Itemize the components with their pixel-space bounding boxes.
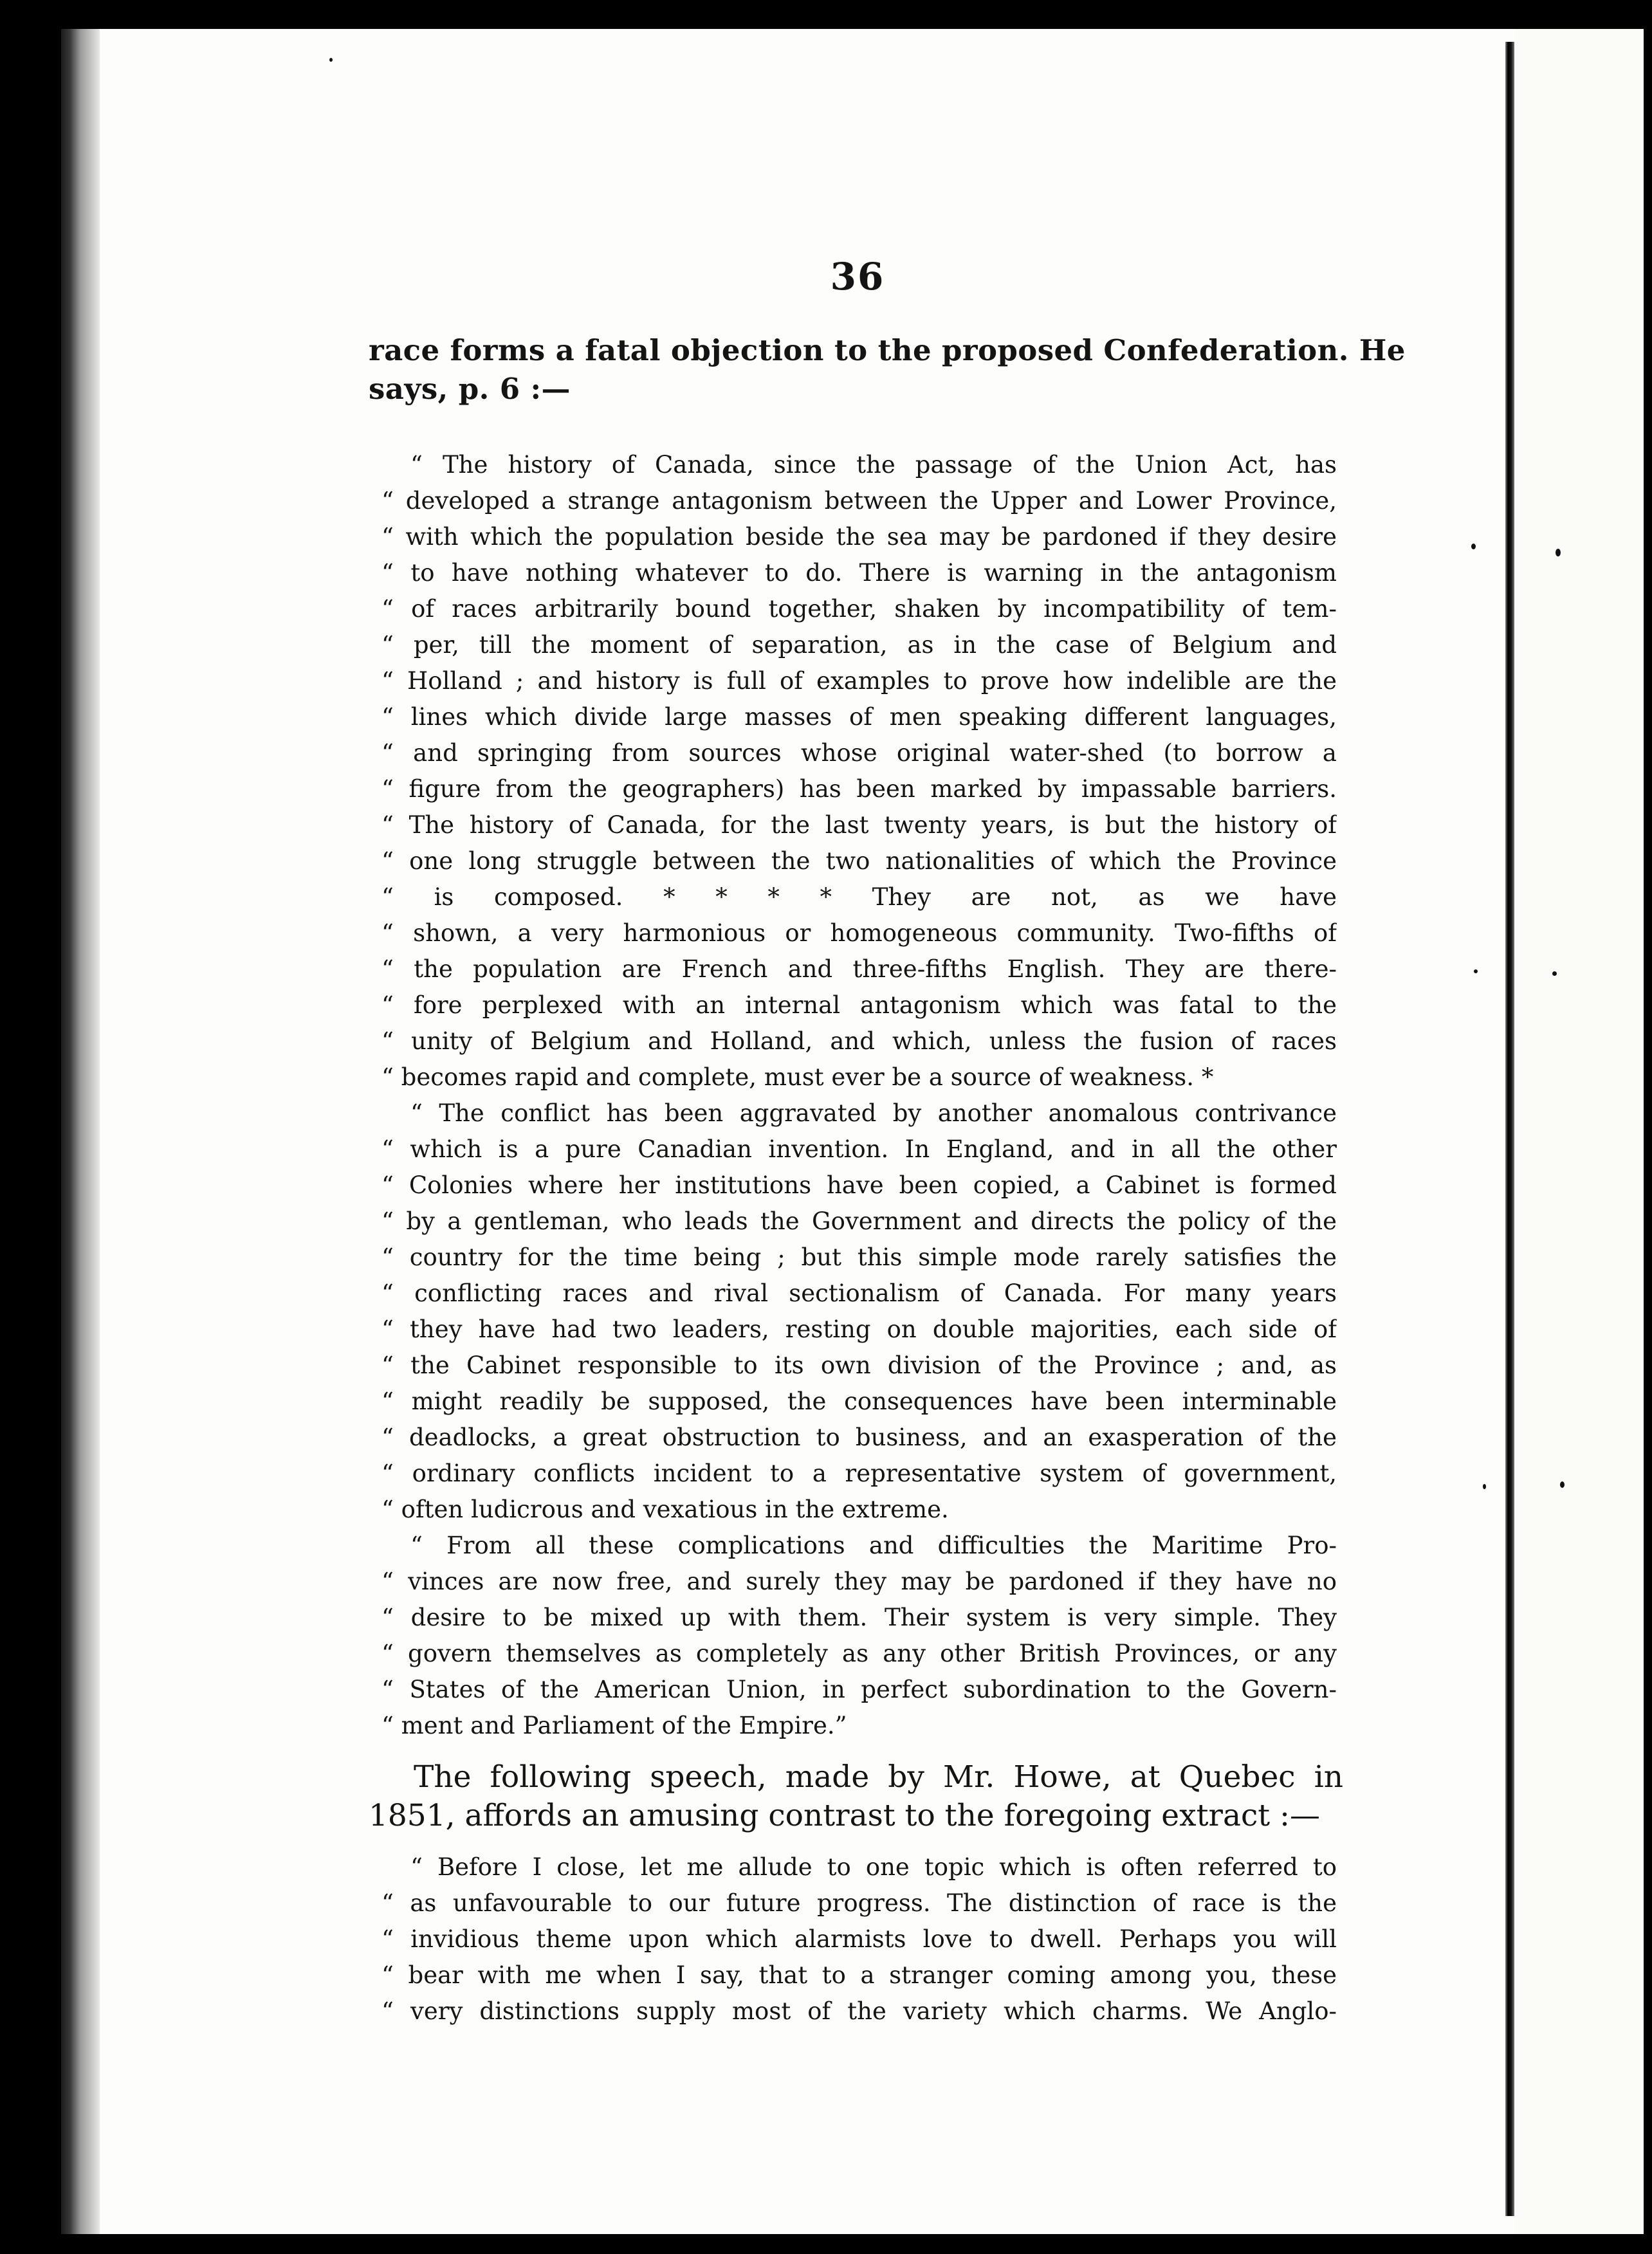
quote-line: “ ment and Parliament of the Empire.” (381, 1712, 847, 1739)
quote-line: “ deadlocks, a great obstruction to business, and an exasperation of the (381, 1424, 1337, 1451)
book-page (61, 29, 1644, 2234)
quote-line: “ might readily be supposed, the consequences have been interminable (381, 1388, 1337, 1415)
quote-line: “ per, till the moment of separation, as in the case of Belgium and (381, 631, 1337, 659)
quote-line: “ of races arbitrarily bound together, shaken by incompatibility of tem- (381, 595, 1337, 623)
quote-line: “ ordinary conflicts incident to a representative system of government, (381, 1460, 1337, 1487)
page-fold-line (1505, 42, 1514, 2216)
quote-line: “ by a gentleman, who leads the Government and directs the policy of the (381, 1207, 1337, 1235)
margin-speck (1474, 969, 1478, 973)
quote-line: “ with which the population beside the sea may be pardoned if they desire (381, 523, 1337, 551)
margin-speck (1483, 1484, 1486, 1489)
quote-line: “ desire to be mixed up with them. Their system is very simple. They (381, 1604, 1337, 1631)
quote-line: “ invidious theme upon which alarmists love to dwell. Perhaps you will (381, 1925, 1337, 1953)
lead-in-line-2: says, p. 6 :— (369, 372, 571, 406)
quote-line: “ and springing from sources whose original water-shed (to borrow a (381, 739, 1337, 767)
page-number: 36 (830, 255, 885, 298)
margin-speck (329, 58, 333, 62)
lead-in-line-1: race forms a fatal objection to the proposed Confederation. He (369, 333, 1406, 367)
quote-line: “ unity of Belgium and Holland, and which, unless the fusion of races (381, 1027, 1337, 1055)
quote-line: “ they have had two leaders, resting on double majorities, each side of (381, 1315, 1337, 1343)
quote-line: “ figure from the geographers) has been marked by impassable barriers. (381, 775, 1337, 803)
quote-line: “ as unfavourable to our future progress. The distinction of race is the (381, 1889, 1337, 1917)
quote-line: “ the Cabinet responsible to its own division of the Province ; and, as (381, 1351, 1337, 1379)
quote-line: “ to have nothing whatever to do. There is warning in the antagonism (381, 559, 1337, 587)
quote-line: “ Holland ; and history is full of examples to prove how indelible are the (381, 667, 1337, 695)
quote-line: “ often ludicrous and vexatious in the extreme. (381, 1496, 949, 1523)
margin-speck (1471, 544, 1476, 549)
quote-line: “ govern themselves as completely as any other British Provinces, or any (381, 1640, 1337, 1667)
quote-line: “ conflicting races and rival sectionalism of Canada. For many years (381, 1279, 1337, 1307)
speech-introduction-line-1: The following speech, made by Mr. Howe, at Quebec in (414, 1759, 1343, 1795)
quote-line: “ becomes rapid and complete, must ever be a source of weakness. * (381, 1063, 1214, 1091)
lead-in-paragraph (369, 331, 1406, 408)
quote-line: “ developed a strange antagonism between the Upper and Lower Province, (381, 487, 1337, 515)
quote-line: “ The history of Canada, for the last twenty years, is but the history of (381, 811, 1337, 839)
quote-line: “ States of the American Union, in perfect subordination to the Govern- (381, 1676, 1337, 1703)
quote-line: “ fore perplexed with an internal antagonism which was fatal to the (381, 991, 1337, 1019)
quote-line: “ shown, a very harmonious or homogeneous community. Two-fifths of (381, 919, 1337, 947)
quote-line: “ which is a pure Canadian invention. In England, and in all the other (381, 1135, 1337, 1163)
quote-line: “ country for the time being ; but this simple mode rarely satisfies the (381, 1243, 1337, 1271)
quote-line: “ very distinctions supply most of the variety which charms. We Anglo- (381, 1997, 1337, 2025)
margin-speck (1552, 971, 1557, 976)
quote-line: “ vinces are now free, and surely they may be pardoned if they have no (381, 1568, 1337, 1595)
quote-line: “ one long struggle between the two nationalities of which the Province (381, 847, 1337, 875)
block-quote-second (381, 1849, 1337, 2030)
quote-line: “ is composed. * * * * They are not, as we have (381, 883, 1337, 911)
quote-line: “ lines which divide large masses of men speaking different languages, (381, 703, 1337, 731)
speech-introduction-line-2: 1851, affords an amusing contrast to the foregoing extract :— (369, 1798, 1320, 1833)
block-quote-first (381, 447, 1337, 1744)
quote-line: “ bear with me when I say, that to a stranger coming among you, these (381, 1961, 1337, 1989)
margin-speck (1560, 1481, 1565, 1488)
quote-line: “ Before I close, let me allude to one topic which is often referred to (410, 1853, 1337, 1881)
margin-speck (1556, 549, 1561, 556)
facing-page-edge (1514, 29, 1644, 2234)
quote-line: “ The conflict has been aggravated by another anomalous contrivance (410, 1099, 1337, 1127)
binding-gutter-shadow (61, 29, 100, 2234)
quote-line: “ Colonies where her institutions have been copied, a Cabinet is formed (381, 1171, 1337, 1199)
quote-line: “ The history of Canada, since the passage of the Union Act, has (410, 451, 1337, 479)
speech-introduction (369, 1758, 1343, 1835)
quote-line: “ the population are French and three-fifths English. They are there- (381, 955, 1337, 983)
quote-line: “ From all these complications and difficulties the Maritime Pro- (410, 1532, 1337, 1559)
